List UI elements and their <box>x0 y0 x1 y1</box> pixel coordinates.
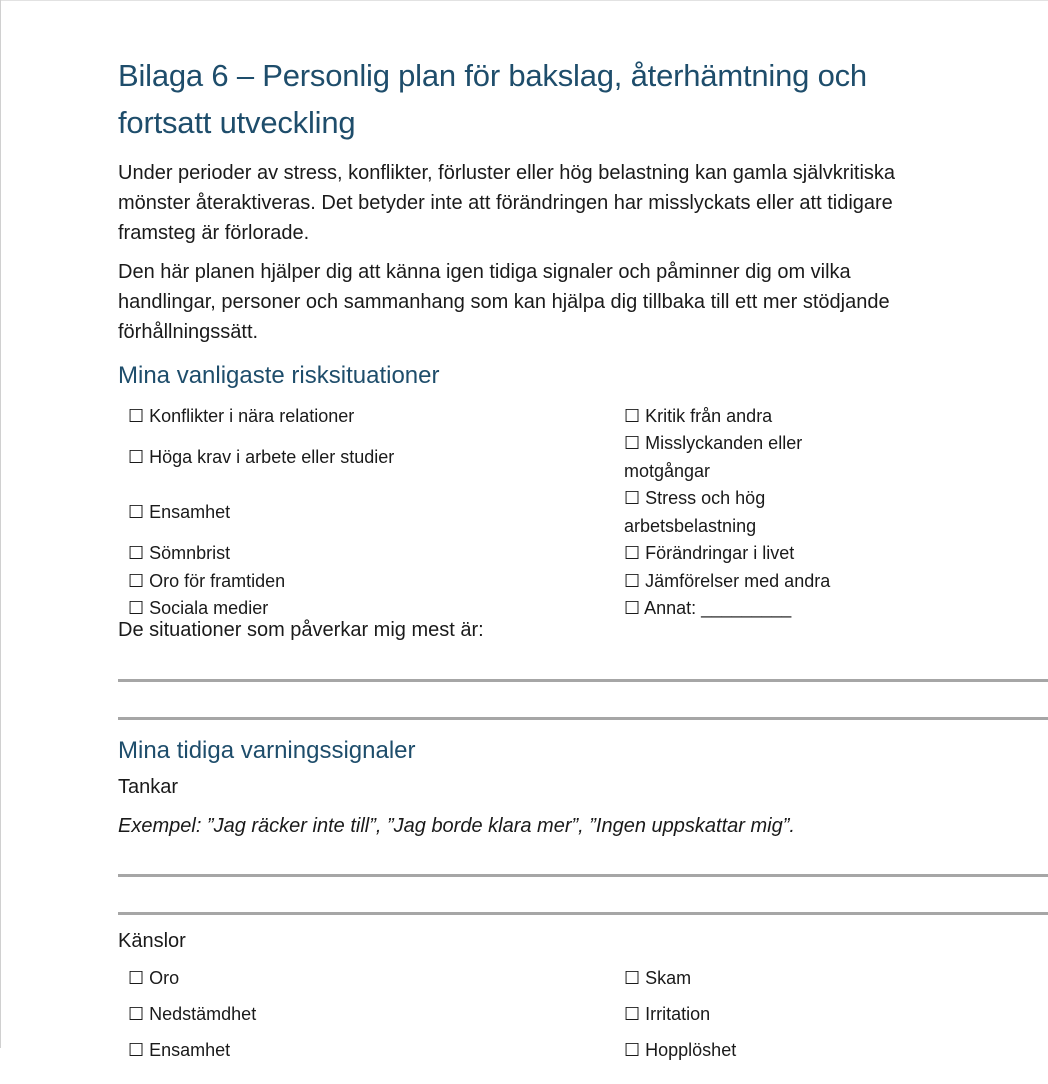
risk-checklist <box>118 391 1048 617</box>
risk-checkbox-changes[interactable]: ☐ Förändringar i livet <box>624 543 795 563</box>
risk-checkbox-social-media[interactable]: ☐ Sociala medier <box>128 598 269 618</box>
risk-heading: Mina vanligaste risksituationer <box>118 362 440 389</box>
intro-paragraph-1: Under perioder av stress, konflikter, förluster eller hög belastning kan gamla självkritiska mönster återaktiveras. Det betyder inte att förändringen har misslyckats eller att tidigare framsteg är förlorade. <box>118 162 896 244</box>
document-page <box>118 52 1048 1060</box>
feelings-checklist <box>118 964 1048 1084</box>
feeling-checkbox-low-mood[interactable]: ☐ Nedstämdhet <box>128 1004 257 1024</box>
risk-checkbox-other[interactable]: ☐ Annat: _________ <box>624 598 792 618</box>
risk-checkbox-loneliness[interactable]: ☐ Ensamhet <box>128 502 231 522</box>
answer-line-1[interactable] <box>118 679 1048 682</box>
risk-prompt: De situationer som påverkar mig mest är: <box>118 619 484 641</box>
risk-checkbox-comparison[interactable]: ☐ Jämförelser med andra <box>624 571 831 591</box>
answer-line-2[interactable] <box>118 717 1048 720</box>
feeling-checkbox-worry[interactable]: ☐ Oro <box>128 968 180 988</box>
risk-checkbox-sleep[interactable]: ☐ Sömnbrist <box>128 543 231 563</box>
feelings-label: Känslor <box>118 930 186 952</box>
page-left-edge <box>0 0 1 1048</box>
thoughts-label: Tankar <box>118 776 179 798</box>
intro-paragraph-2: Den här planen hjälper dig att känna igen tidiga signaler och påminner dig om vilka handlingar, personer och sammanhang som kan hjälpa dig tillbaka till ett mer stödjande förhållningssätt. <box>118 261 890 343</box>
risk-checkbox-failures[interactable]: ☐ Misslyckanden eller motgångar <box>624 433 803 481</box>
signals-heading: Mina tidiga varningssignaler <box>118 737 416 764</box>
page-top-edge <box>0 0 1048 1</box>
feeling-checkbox-loneliness[interactable]: ☐ Ensamhet <box>128 1040 231 1060</box>
document-title: Bilaga 6 – Personlig plan för bakslag, återhämtning och fortsatt utveckling <box>118 58 867 140</box>
feeling-checkbox-irritation[interactable]: ☐ Irritation <box>624 1004 711 1024</box>
thoughts-answer-line-1[interactable] <box>118 874 1048 877</box>
risk-checkbox-future[interactable]: ☐ Oro för framtiden <box>128 571 286 591</box>
feeling-checkbox-hopelessness[interactable]: ☐ Hopplöshet <box>624 1040 737 1060</box>
risk-checkbox-conflicts[interactable]: ☐ Konflikter i nära relationer <box>128 406 355 426</box>
risk-checkbox-criticism[interactable]: ☐ Kritik från andra <box>624 406 773 426</box>
thoughts-example: Exempel: ”Jag räcker inte till”, ”Jag borde klara mer”, ”Ingen uppskattar mig”. <box>118 815 795 837</box>
thoughts-answer-line-2[interactable] <box>118 912 1048 915</box>
risk-checkbox-stress[interactable]: ☐ Stress och hög arbetsbelastning <box>624 488 766 536</box>
feeling-checkbox-shame[interactable]: ☐ Skam <box>624 968 692 988</box>
risk-checkbox-demands[interactable]: ☐ Höga krav i arbete eller studier <box>128 447 395 467</box>
